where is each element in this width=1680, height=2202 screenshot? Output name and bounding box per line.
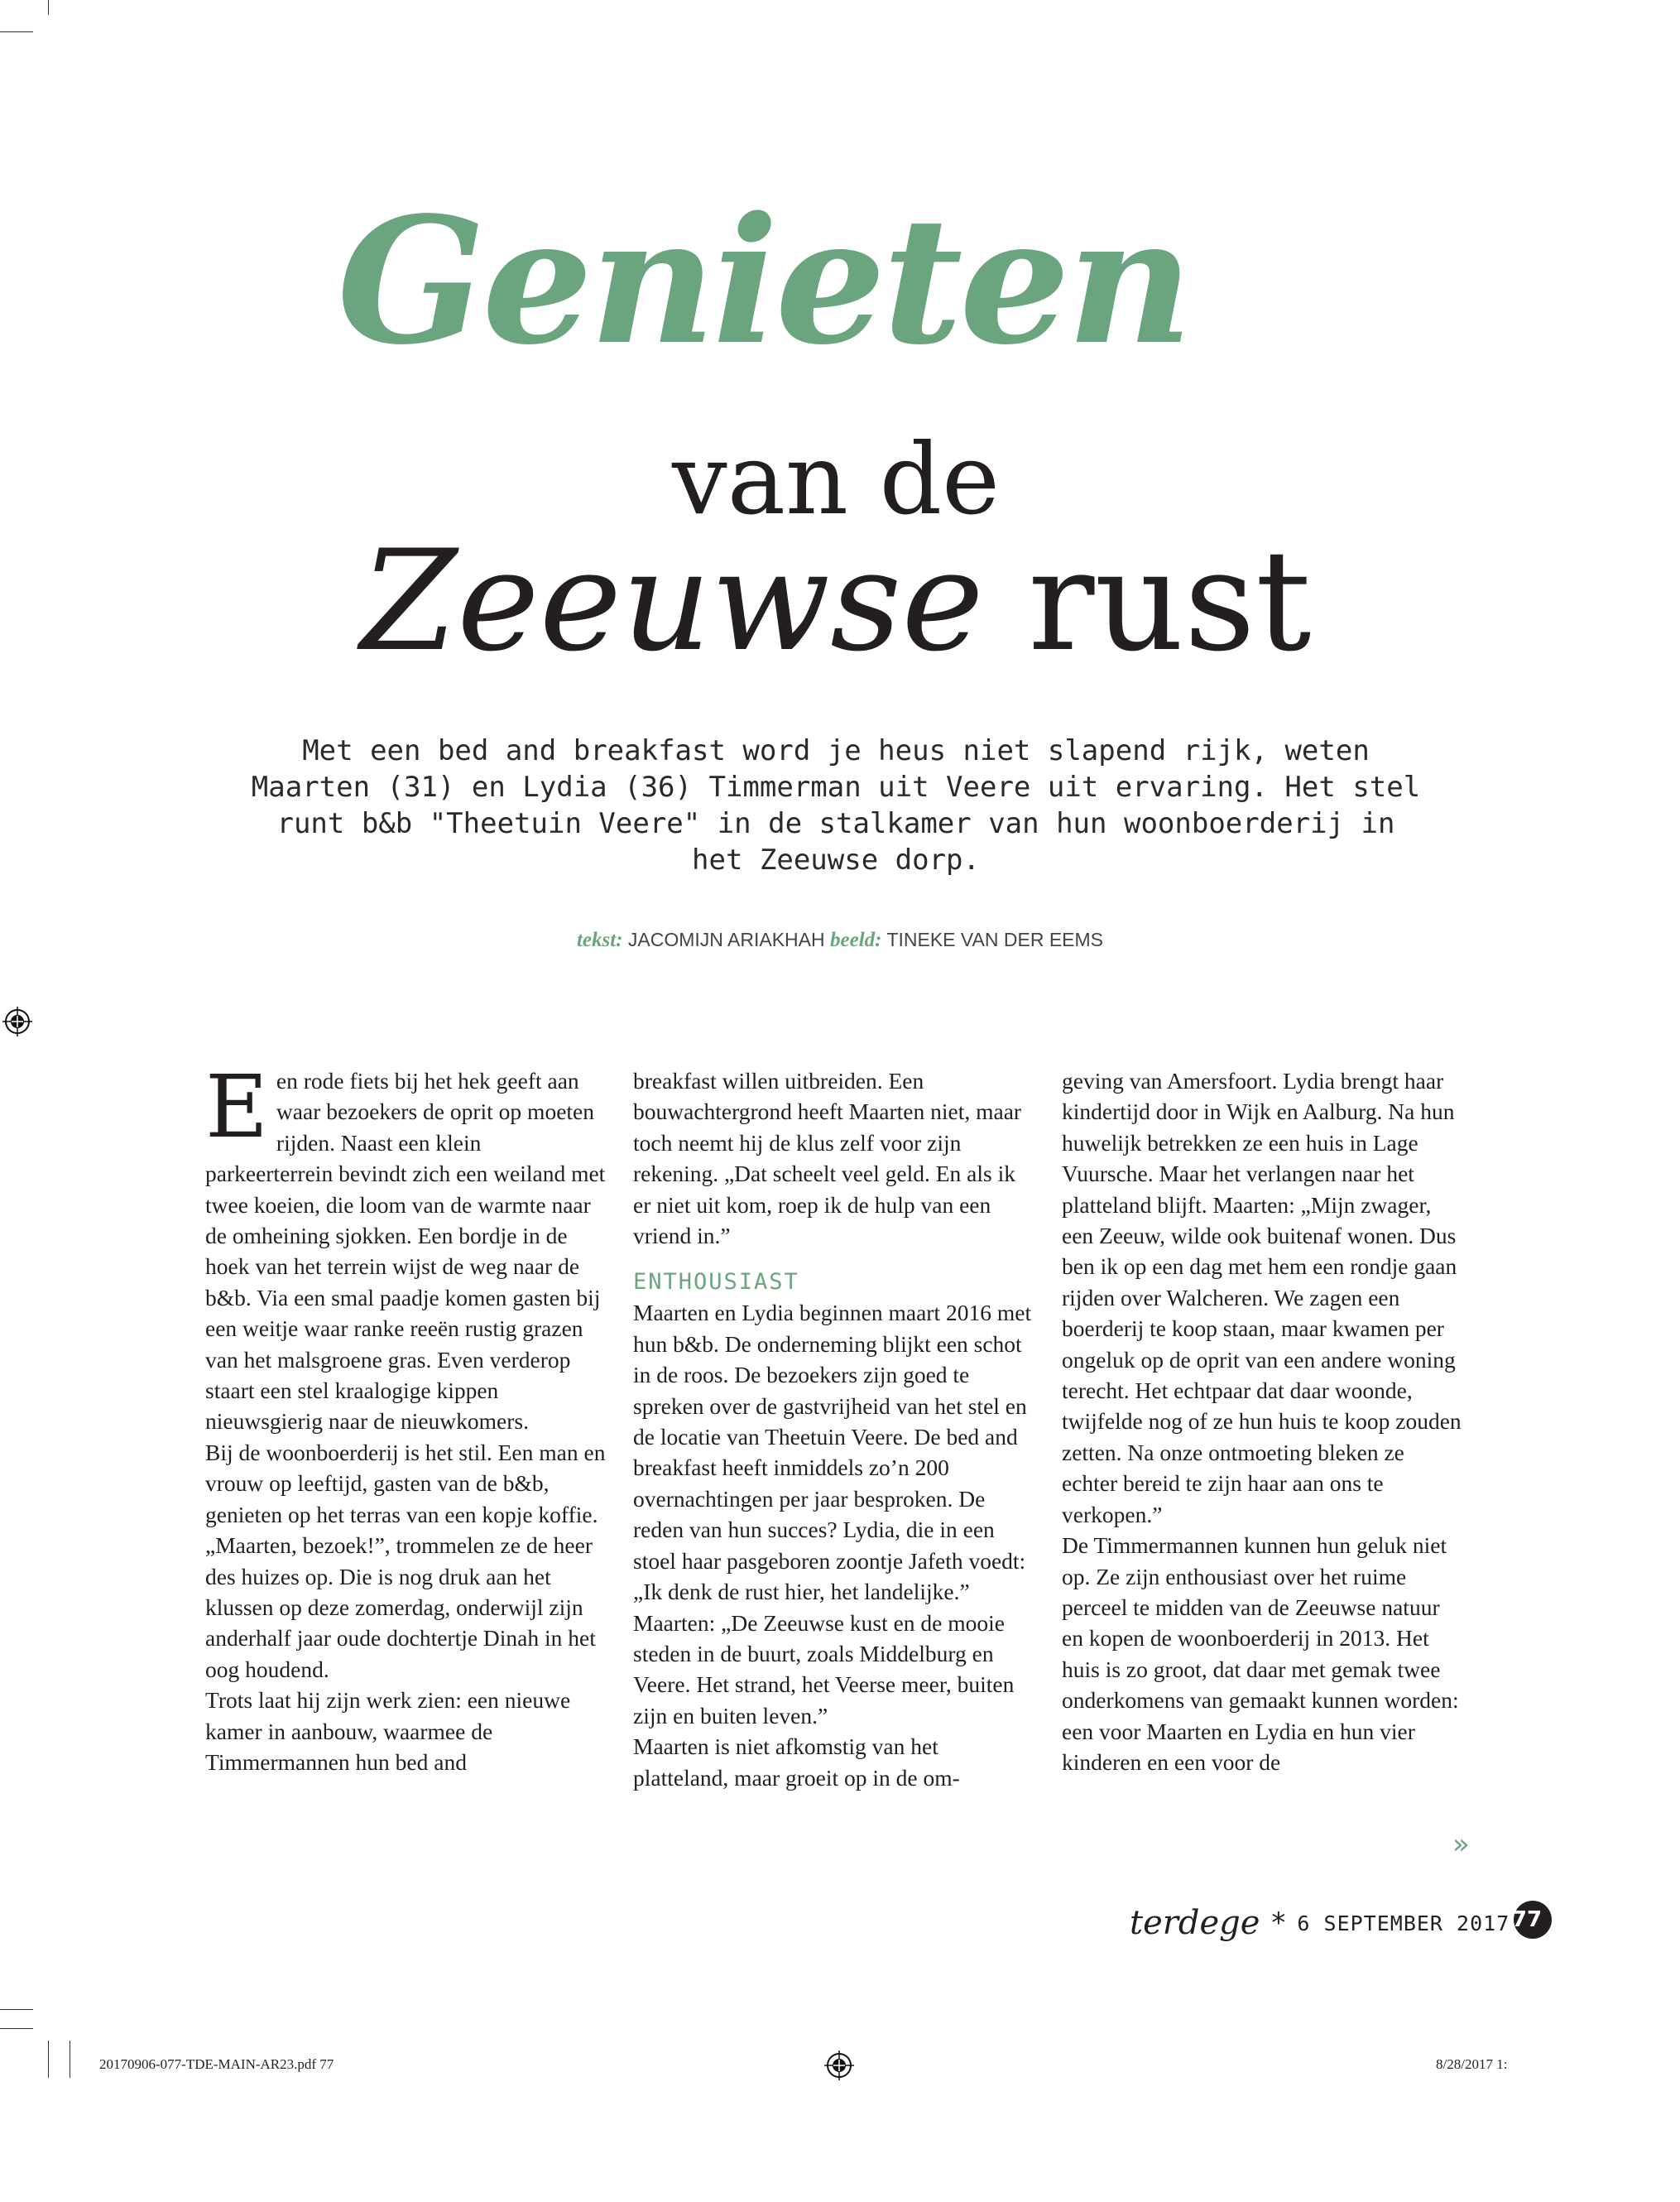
article-column-3 [1062,1065,1463,1777]
headline-italic-word: Zeeuwse [360,520,984,682]
body-paragraph [205,1056,607,1437]
drop-cap: E [205,1056,268,1157]
image-credit-author: TINEKE VAN DER EEMS [886,929,1104,950]
body-paragraph: breakfast willen uitbreiden. Een bouwachtergrond heeft Maarten niet, maar toch neemt hij de klus zelf voor zijn rekening. „Dat scheelt veel geld. En als ik er niet uit kom, roep ik de hulp van een vriend in.” [633,1068,1022,1249]
registration-mark-icon [2,1007,32,1036]
issue-date: 6 SEPTEMBER 2017 [1297,1911,1510,1935]
crop-mark [48,0,49,15]
intro-paragraph: Met een bed and breakfast word je heus niet slapend rijk, weten Maarten (31) en Lydia (36) Timmerman uit Veere uit ervaring. Het stel runt b&b "Theetuin Veere" in de stalkamer van hun woonboerderij in het Zeeuwse dorp. [251,734,1421,877]
body-paragraph: Trots laat hij zijn werk zien: een nieuwe kamer in aanbouw, waarmee de Timmermannen hun bed and [205,1687,571,1775]
byline [0,929,1680,952]
crop-mark [0,31,33,32]
body-paragraph: geving van Amersfoort. Lydia brengt haar kindertijd door in Wijk en Aalburg. Na hun huwelijk betrekken ze een huis in Lage Vuursche. Maar het verlangen naar het platteland blijft. Maarten: „Mijn zwager, een Zeeuw, wilde ook buitenaf wonen. Dus ben ik op een dag met hem een rondje gaan rijden over Walcheren. We zagen een boerderij te koop staan, maar kwamen per ongeluk op de oprit van een andere woning terecht. Het echtpaar dat daar woonde, twijfelde nog of ze hun huis te koop zouden zetten. Na onze ontmoeting bleken ze echter bereid te zijn haar aan ons te verkopen.” [1062,1068,1462,1527]
headline-regular-word: rust [1028,520,1312,682]
text-credit-author: JACOMIJN ARIAKHAH [627,929,825,950]
folio [1130,1904,1510,1942]
article-column-1 [205,1056,607,1777]
registration-mark-icon [824,2051,854,2080]
headline-line-3 [0,520,1672,682]
page-number: 77 [1514,1901,1552,1939]
asterisk-icon: * [1271,1906,1286,1940]
continue-chevron-icon: » [1452,1828,1470,1861]
section-subhead: ENTHOUSIAST [633,1269,799,1296]
crop-mark [0,2028,33,2029]
crop-mark [0,2009,33,2010]
body-paragraph: Maarten en Lydia beginnen maart 2016 met hun b&b. De onderneming blijkt een schot in de roos. De bezoekers zijn goed te spreken over de gastvrijheid van het stel en de locatie van Theetuin Veere. De bed and breakfast heeft inmiddels zo’n 200 overnachtingen per jaar besproken. De reden van hun succes? Lydia, die in een stoel haar pasgeboren zoontje Jafeth voedt: „Ik denk de rust hier, het landelijke.” Maarten: „De Zeeuwse kust en de mooie steden in de buurt, zoals Middelburg en Veere. Het strand, het Veerse meer, buiten zijn en buiten leven.” [633,1300,1032,1728]
crop-mark [48,2041,49,2078]
slug-filename: 20170906-077-TDE-MAIN-AR23.pdf 77 [99,2056,334,2072]
body-paragraph: Maarten is niet afkomstig van het platteland, maar groeit op in de om- [633,1733,960,1791]
image-credit-label: beeld: [830,929,882,951]
magazine-name: terdege [1130,1904,1260,1942]
headline-line-2: van de [672,422,1000,536]
body-paragraph: De Timmermannen kunnen hun geluk niet op. Ze zijn enthousiast over het ruime perceel te midden van de Zeeuwse natuur en kopen de woonboerderij in 2013. Het huis is zo groot, dat daar met gemak twee onderkomens van gemaakt kunnen worden: een voor Maarten en Lydia en hun vier kinderen en een voor de [1062,1532,1459,1775]
article-column-2 [633,1065,1034,1793]
body-paragraph-text: en rode fiets bij het hek geeft aan waar bezoekers de oprit op moeten rijden. Naast een klein parkeerterrein bevindt zich een weiland met twee koeien, die loom van de warmte naar de omheining sjokken. Een bordje in de hoek van het terrein wijst de weg naar de b&b. Via een smal paadje komen gasten bij een weitje waar ranke reeën rustig grazen van het malsgroene gras. Even verderop staart een stel kraalogige kippen nieuwsgierig naar de nieuwkomers. [205,1068,606,1435]
headline-script-word: Genieten [337,179,1190,383]
body-paragraph: Bij de woonboerderij is het stil. Een man en vrouw op leeftijd, gasten van de b&b, genieten op het terras van een kopje koffie. „Maarten, bezoek!”, trommelen ze de heer des huizes op. Die is nog druk aan het klussen op deze zomerdag, onderwijl zijn anderhalf jaar oude dochtertje Dinah in het oog houdend. [205,1439,606,1682]
slug-date: 8/28/2017 1: [1436,2056,1508,2072]
text-credit-label: tekst: [576,929,623,951]
